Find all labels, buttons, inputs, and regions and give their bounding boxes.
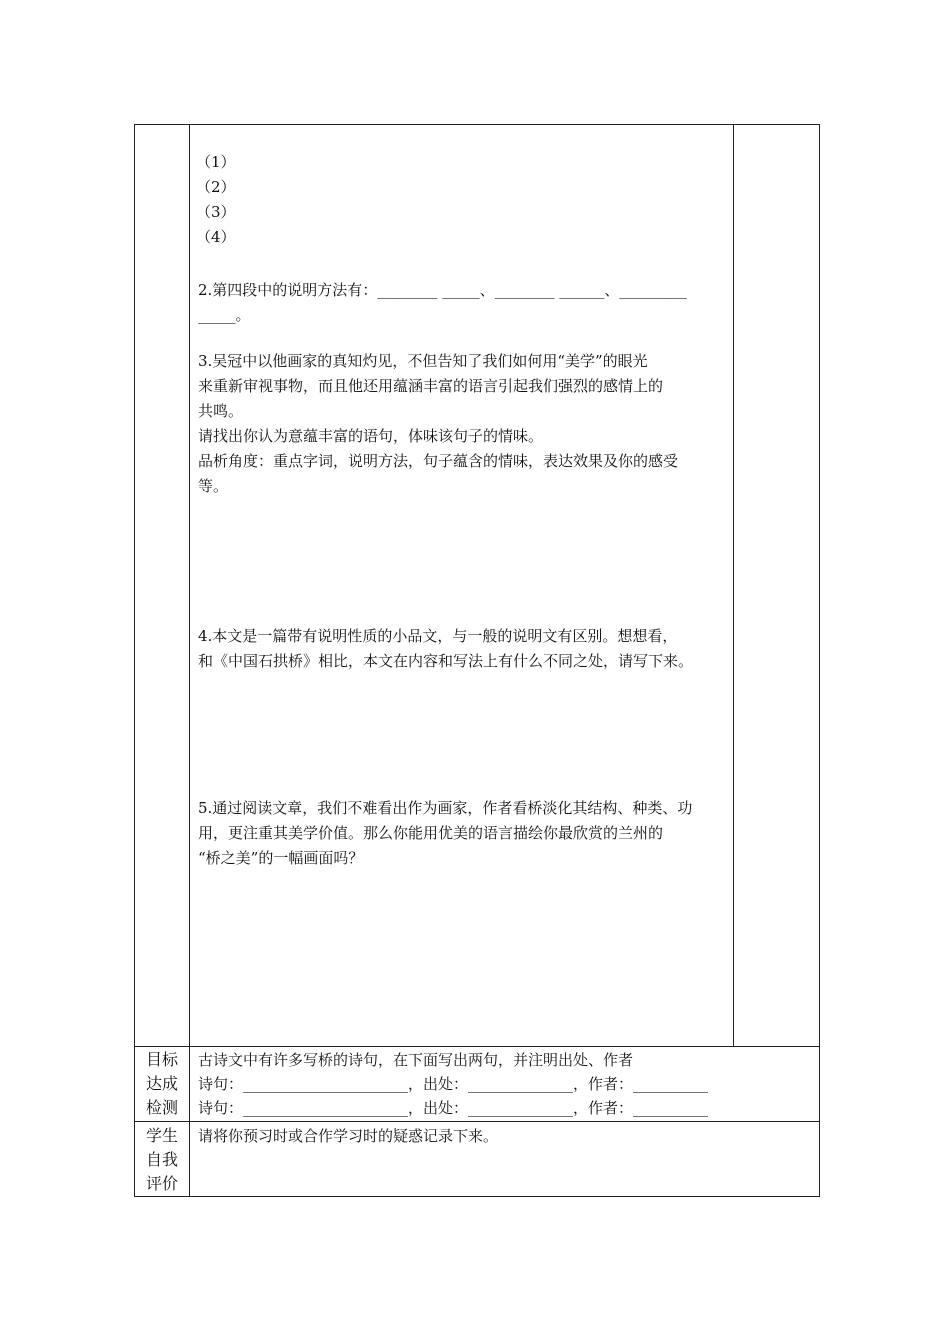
row-divider-self-eval bbox=[134, 1121, 820, 1122]
question-4-line-1: 4.本文是一篇带有说明性质的小品文，与一般的说明文有区别。想想看， bbox=[198, 627, 678, 645]
goal-poem-line-1: 诗句：______________________，出处：______________，作者：__________ bbox=[198, 1075, 709, 1093]
self-eval-prompt: 请将你预习时或合作学习时的疑惑记录下来。 bbox=[198, 1127, 499, 1145]
goal-intro: 古诗文中有许多写桥的诗句，在下面写出两句，并注明出处、作者 bbox=[198, 1051, 634, 1069]
row-divider-goal bbox=[134, 1046, 820, 1047]
question-3-line-1: 3.吴冠中以他画家的真知灼见，不但告知了我们如何用“美学”的眼光 bbox=[198, 352, 648, 370]
goal-label-3: 检测 bbox=[145, 1098, 178, 1117]
question-3-line-2: 来重新审视事物，而且他还用蕴涵丰富的语言引起我们强烈的感情上的 bbox=[198, 377, 664, 395]
question-5-line-1: 5.通过阅读文章，我们不难看出作为画家，作者看桥淡化其结构、种类、功 bbox=[198, 799, 693, 817]
question-2-line-1: 2.第四段中的说明方法有：________ _____、________ ______、_________ bbox=[198, 281, 687, 299]
item-1: （1） bbox=[196, 153, 236, 171]
question-4-line-2: 和《中国石拱桥》相比，本文在内容和写法上有什么不同之处，请写下来。 bbox=[198, 652, 694, 670]
column-divider-right bbox=[733, 124, 734, 1046]
column-divider-left bbox=[189, 124, 190, 1197]
question-5-line-2: 用，更注重其美学价值。那么你能用优美的语言描绘你最欣赏的兰州的 bbox=[198, 824, 664, 842]
self-eval-label-1: 学生 bbox=[145, 1126, 178, 1145]
goal-label-1: 目标 bbox=[145, 1050, 178, 1069]
question-3-line-6: 等。 bbox=[198, 477, 229, 495]
question-5-line-3: “桥之美”的一幅画面吗？ bbox=[198, 849, 364, 867]
item-4: （4） bbox=[196, 228, 236, 246]
question-2-line-2: _____。 bbox=[198, 306, 251, 324]
question-3-line-5: 品析角度：重点字词，说明方法，句子蕴含的情味，表达效果及你的感受 bbox=[198, 452, 679, 470]
self-eval-label-2: 自我 bbox=[145, 1150, 178, 1169]
item-3: （3） bbox=[196, 203, 236, 221]
goal-label-2: 达成 bbox=[145, 1074, 178, 1093]
question-3-line-4: 请找出你认为意蕴丰富的语句，体味该句子的情味。 bbox=[198, 427, 544, 445]
self-eval-label-3: 评价 bbox=[145, 1174, 178, 1193]
goal-poem-line-2: 诗句：______________________，出处：______________，作者：__________ bbox=[198, 1099, 709, 1117]
question-3-line-3: 共鸣。 bbox=[198, 402, 244, 420]
item-2: （2） bbox=[196, 178, 236, 196]
